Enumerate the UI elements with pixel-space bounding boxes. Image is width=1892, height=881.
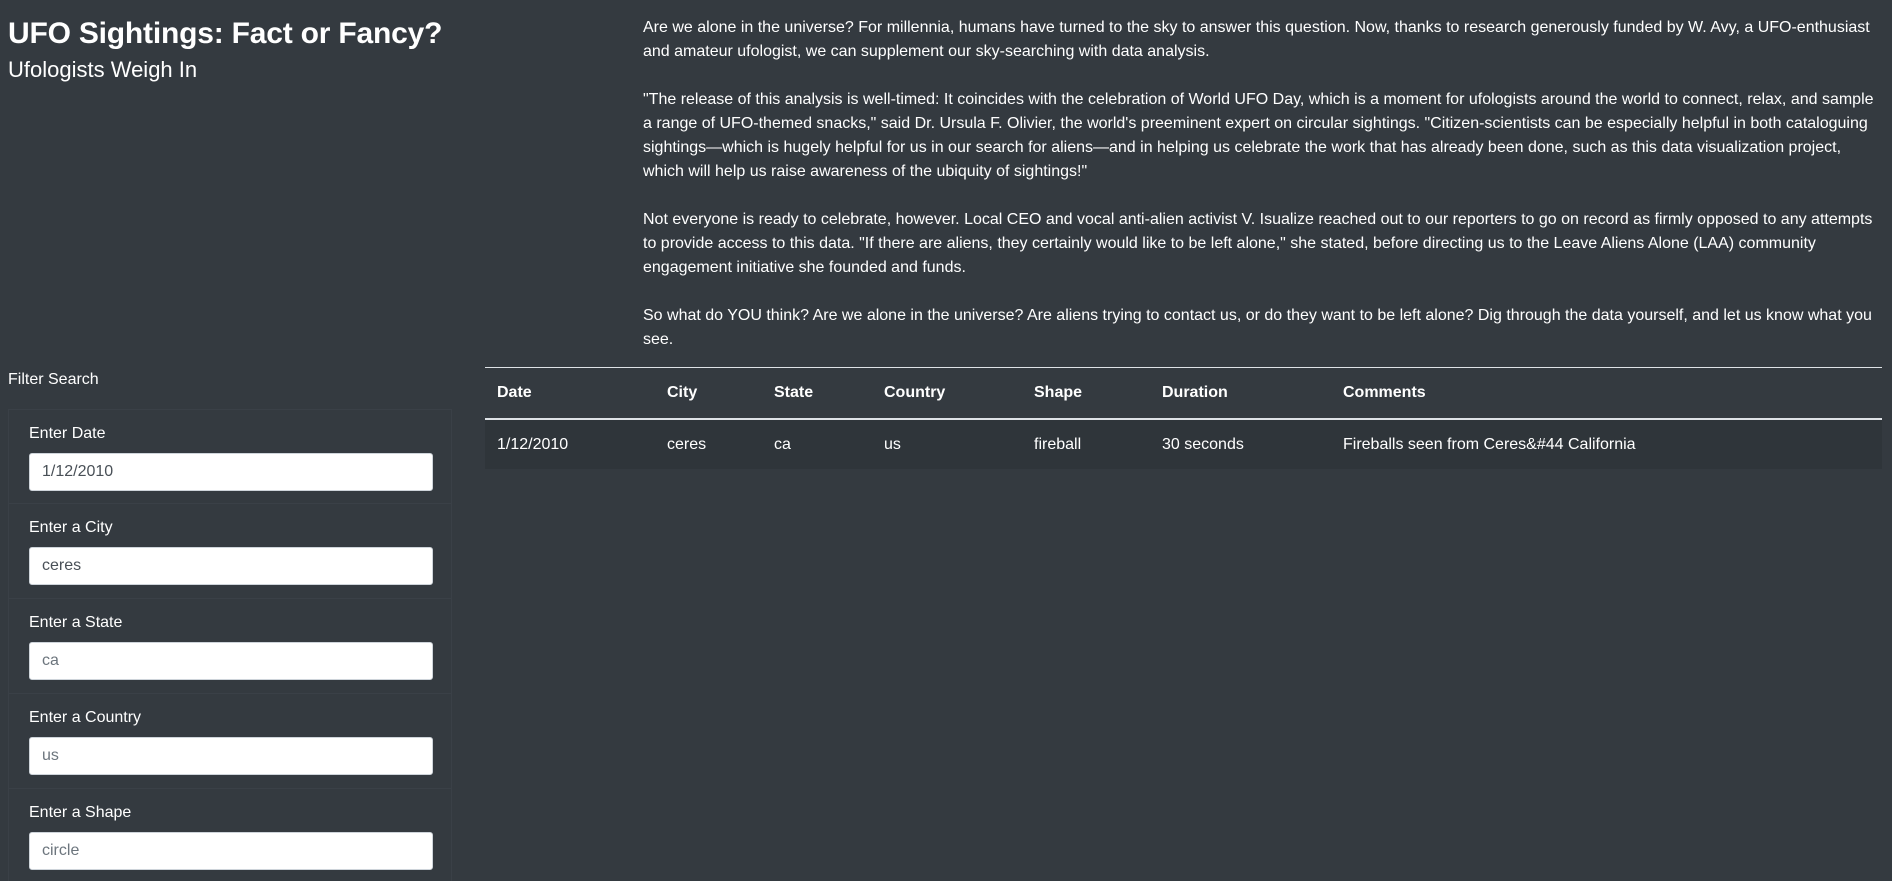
filter-label-city: Enter a City — [29, 519, 113, 536]
filter-label-state: Enter a State — [29, 614, 123, 631]
date-input[interactable] — [29, 453, 433, 491]
title-block — [8, 14, 442, 84]
article-body — [643, 16, 1883, 376]
filter-label-country: Enter a Country — [29, 709, 142, 726]
table-body — [485, 419, 1882, 469]
shape-input[interactable] — [29, 832, 433, 870]
filter-search-title: Filter Search — [8, 371, 99, 388]
column-header-date: Date — [485, 368, 655, 420]
cell-date: 1/12/2010 — [485, 419, 655, 469]
city-input[interactable] — [29, 547, 433, 585]
table-header-row — [485, 368, 1882, 420]
page-subtitle: Ufologists Weigh In — [8, 57, 198, 82]
results-table-wrapper — [485, 367, 1882, 469]
country-input[interactable] — [29, 737, 433, 775]
filter-label-shape: Enter a Shape — [29, 804, 132, 821]
article-paragraph: Are we alone in the universe? For millennia, humans have turned to the sky to answer this question. Now, thanks to research generously funded by W. Avy, a UFO-enthusiast and amateur ufologist, we can supplement our sky-searching with data analysis. — [643, 19, 1870, 60]
filter-item-date — [8, 409, 452, 504]
column-header-comments: Comments — [1331, 368, 1882, 420]
cell-state: ca — [762, 419, 872, 469]
article-paragraph: "The release of this analysis is well-timed: It coincides with the celebration of World UFO Day, which is a moment for ufologists around the world to connect, relax, and sample a range of UFO-themed snacks," said Dr. Ursula F. Olivier, the world's preeminent expert on circular sightings. "Citizen-scientists can be especially helpful in both cataloguing sightings—which is hugely helpful for us in our search for aliens—and in helping us celebrate the work that has already been done, such as this data visualization project, which will help us raise awareness of the ubiquity of sightings!" — [643, 91, 1874, 180]
cell-comments: Fireballs seen from Ceres&#44 California — [1331, 419, 1882, 469]
ufo-table — [485, 367, 1882, 469]
cell-duration: 30 seconds — [1150, 419, 1331, 469]
column-header-country: Country — [872, 368, 1022, 420]
table-header — [485, 368, 1882, 420]
filter-label-date: Enter Date — [29, 425, 106, 442]
article-paragraph: So what do YOU think? Are we alone in the universe? Are aliens trying to contact us, or do they want to be left alone? Dig through the data yourself, and let us know what you see. — [643, 307, 1872, 348]
column-header-duration: Duration — [1150, 368, 1331, 420]
filter-item-city — [8, 504, 452, 599]
state-input[interactable] — [29, 642, 433, 680]
cell-shape: fireball — [1022, 419, 1150, 469]
page-title: UFO Sightings: Fact or Fancy? — [8, 17, 443, 50]
column-header-state: State — [762, 368, 872, 420]
filter-item-shape — [8, 789, 452, 881]
article-paragraph: Not everyone is ready to celebrate, however. Local CEO and vocal anti-alien activist V. Isualize reached out to our reporters to go on record as firmly opposed to any attempts to provide access to this data. "If there are aliens, they certainly would like to be left alone," she stated, before directing us to the Leave Aliens Alone (LAA) community engagement initiative she founded and funds. — [643, 211, 1873, 276]
filter-item-country — [8, 694, 452, 789]
column-header-city: City — [655, 368, 762, 420]
filter-item-state — [8, 599, 452, 694]
cell-country: us — [872, 419, 1022, 469]
column-header-shape: Shape — [1022, 368, 1150, 420]
filter-list — [8, 409, 452, 881]
table-row — [485, 419, 1882, 469]
cell-city: ceres — [655, 419, 762, 469]
